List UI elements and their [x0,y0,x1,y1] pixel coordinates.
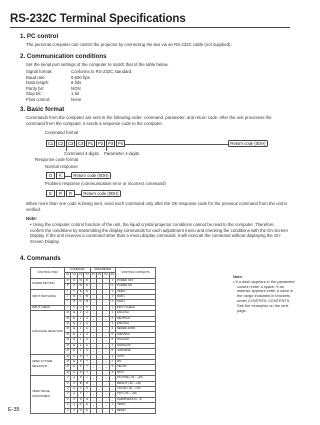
code-cell: A [84,316,90,321]
code-cell: _ [97,376,103,381]
code-cell: _ [97,300,103,305]
code-cell: _ [90,327,96,332]
code-cell: L [77,316,83,321]
ok-cell: O [46,172,55,179]
code-cell: R [71,295,77,300]
contents-cell: COLOR (-30 – +30) [115,386,155,391]
code-cell: _ [103,316,109,321]
command-digits-label: Command 4-digits [64,151,99,156]
ok-cell: K [56,172,65,179]
code-cell: B [84,300,90,305]
code-cell: S [77,397,83,402]
setting-row: Stop bit: 1 bit [26,91,80,96]
code-cell: V [65,381,71,386]
code-cell: _ [97,386,103,391]
code-cell: E [71,349,77,354]
code-cell: 6 [109,338,115,343]
bullet-icon: • [30,222,33,227]
code-cell: 8 [109,349,115,354]
code-cell: _ [97,359,103,364]
code-cell: E [71,359,77,364]
code-cell: 3 [109,322,115,327]
code-cell: E [77,289,83,294]
cmd-cell: C4 [77,141,84,146]
code-cell: I [65,300,71,305]
parameter-note [233,275,295,313]
code-cell: _ [90,311,96,316]
code-cell: E [71,311,77,316]
code-cell: D [84,289,90,294]
code-cell: E [71,338,77,343]
code-cell: P [65,284,71,289]
code-cell: M [65,349,71,354]
column-subheader: P4 [110,273,114,277]
code-cell: K [84,305,90,310]
code-cell: 1 [109,354,115,359]
table-row [31,376,156,381]
code-cell: 0 [109,284,115,289]
code-cell: L [77,349,83,354]
return-code-box: Return code (0DH) [81,190,121,197]
contents-cell: RGB 1 [115,295,155,300]
code-cell: A [84,332,90,337]
contents-cell: FRANÇAIS [115,343,155,348]
code-cell: 2 [109,359,115,364]
code-cell: _ [97,403,103,408]
code-cell: A [71,397,77,402]
contents-cell: DEUTSCH [115,316,155,321]
code-cell: A [71,376,77,381]
code-cell: M [65,359,71,364]
code-cell: 1 [109,278,115,283]
note-label: Note: [26,216,37,221]
code-cell: _ [90,376,96,381]
code-cell: _ [97,397,103,402]
code-cell: M [65,327,71,332]
code-cell: Y [84,370,90,375]
code-cell: L [77,322,83,327]
code-cell: R [77,403,83,408]
code-cell: _ [90,359,96,364]
code-cell: E [71,370,77,375]
code-cell: M [65,354,71,359]
contents-cell: POWER OFF [115,278,155,283]
code-cell: _ [97,316,103,321]
code-cell: W [79,278,82,282]
code-cell: _ [103,322,109,327]
contents-cell: RESET [115,408,155,413]
code-cell: _ [90,386,96,391]
code-cell: Y [84,359,90,364]
code-cell: V [65,408,71,413]
code-cell: M [65,322,71,327]
code-cell: R [77,408,83,413]
code-cell: Y [84,354,90,359]
code-cell: A [71,381,77,386]
code-cell: _ [103,392,109,397]
code-cell: V [65,397,71,402]
code-cell: A [84,343,90,348]
section-heading-commands: 4. Commands [20,255,61,262]
param-cell: P4 [117,141,124,146]
code-cell: A [71,403,77,408]
code-cell: E [71,322,77,327]
code-cell: E [84,403,90,408]
code-cell: _ [97,392,103,397]
code-cell: A [84,311,90,316]
column-subheader: P1 [91,273,96,277]
code-cell: 1 [109,289,115,294]
code-cell: H [77,305,83,310]
code-cell: _ [109,386,115,391]
code-cell: E [71,332,77,337]
code-cell: C [71,305,77,310]
code-cell: A [84,322,90,327]
err-cell: R [56,190,65,197]
code-cell: E [84,408,90,413]
note-label: Note: [233,274,243,279]
communication-settings-list [26,69,132,102]
section-heading-communication: 2. Communication conditions [20,53,107,60]
code-cell: _ [103,397,109,402]
code-cell: _ [90,397,96,402]
contents-cell: ITALIANO [115,338,155,343]
code-cell: _ [109,397,115,402]
code-cell: C [77,386,83,391]
note-text: • Using the computer control function of the unit, the liquid crystal projector conditions cannot be read to the computer. Therefore, confirm the conditions by transmitting the display commands for each adjustment menu and checking the conditions with the On-Screen Display. If the unit receives a command other than a menu display command, it will execute the command without displaying the On-Screen Display. [30,222,288,244]
code-cell: _ [97,354,103,359]
code-cell: _ [103,343,109,348]
code-cell: 1 [109,408,115,413]
code-cell: L [77,327,83,332]
column-subheader: C2 [72,273,76,277]
code-cell: _ [90,284,96,289]
code-cell: _ [103,300,109,305]
code-cell: _ [103,278,109,283]
code-cell: I [65,289,71,294]
code-cell: I [65,295,71,300]
code-cell: E [71,327,77,332]
code-cell: M [65,338,71,343]
cmd-cell: C3 [67,141,74,146]
code-cell: _ [97,284,103,289]
code-cell: _ [97,305,103,310]
code-cell: _ [103,295,109,300]
code-cell: Y [84,365,90,370]
code-cell: 2 [109,316,115,321]
code-cell: _ [90,300,96,305]
code-cell: S [77,354,83,359]
code-cell: M [65,343,71,348]
control-item-cell: POWER SETTING [31,278,65,289]
control-item-cell: INPUT SWITCHING [31,289,65,305]
code-cell: _ [103,359,109,364]
contents-cell: SHARPNESS (0 – 5) [115,397,155,402]
code-cell: 7 [109,343,115,348]
code-cell: V [71,289,77,294]
code-cell: _ [90,343,96,348]
page-title: RS-232C Terminal Specifications [10,13,186,25]
code-cell: A [84,338,90,343]
problem-response-label: Problem response (communication error or incorrect command) [45,181,166,186]
code-cell: B [77,381,83,386]
code-cell: _ [90,381,96,386]
code-cell: I [84,392,90,397]
control-item-cell: LANGUAGE SELECTION [31,311,65,354]
code-cell: _ [109,392,115,397]
code-cell: _ [103,289,109,294]
code-cell: L [77,343,83,348]
code-cell: _ [97,332,103,337]
column-subheader: P3 [104,273,108,277]
code-cell: R [84,284,90,289]
code-cell: L [77,338,83,343]
code-cell: _ [97,322,103,327]
code-cell: T [77,392,83,397]
code-cell: _ [103,386,109,391]
column-header: COMMAND [65,268,91,273]
normal-response-label: Normal response [45,164,78,169]
code-cell: M [65,365,71,370]
code-cell: M [65,311,71,316]
code-cell: A [84,327,90,332]
column-header: PARAMETER [90,268,115,273]
code-cell: O [84,386,90,391]
code-cell: _ [103,365,109,370]
code-cell: M [65,316,71,321]
param-cell: P1 [87,141,94,146]
code-cell: R [84,278,90,283]
code-cell: E [71,343,77,348]
code-cell: _ [103,370,109,375]
code-cell: _ [103,403,109,408]
bullet-icon: • [233,278,236,284]
code-cell: _ [97,338,103,343]
code-cell: M [65,332,71,337]
code-cell: A [71,392,77,397]
code-cell: E [71,365,77,370]
code-cell: L [77,311,83,316]
column-subheader: P2 [98,273,102,277]
code-cell: G [77,295,83,300]
code-cell: S [77,370,83,375]
contents-cell: JAPANESE [115,349,155,354]
code-cell: E [71,354,77,359]
contents-cell: INPUT CHECK [115,305,155,310]
note-text: • If a dash appears in the parameter column enter a space. If an asterisk appears enter a value in the range indicated in brackets under CONTROL CONTENTS. See the examples on the next page. [233,278,295,313]
code-cell: _ [97,278,103,283]
code-cell: V [65,392,71,397]
code-cell: _ [90,278,96,283]
contents-cell: NEDERLANDS [115,327,155,332]
setting-row: Signal format: Conforms to RS-232C standard. [26,69,133,74]
code-cell: _ [90,370,96,375]
contents-cell: VIDEO [115,289,155,294]
code-cell: _ [103,376,109,381]
code-cell: _ [97,365,103,370]
code-cell: S [77,359,83,364]
code-cell: _ [103,338,109,343]
code-cell: O [71,284,77,289]
code-cell: _ [103,327,109,332]
code-cell: A [84,349,90,354]
code-cell: A [71,386,77,391]
code-cell: _ [97,289,103,294]
code-cell: 1 [109,311,115,316]
code-cell: _ [90,332,96,337]
code-cell: L [77,332,83,337]
section-text-pc-control: The personal computer can control the projector by connecting the two via an RS-232C cable (not supplied). [26,42,232,47]
code-cell: _ [103,381,109,386]
code-cell: 4 [109,370,115,375]
contents-cell: ESPAÑOL [115,322,155,327]
code-cell: 2 [109,300,115,305]
code-cell: B [84,295,90,300]
code-cell: V [65,403,71,408]
setting-row: Data length: 8 bits [26,80,82,85]
code-cell: 5 [109,332,115,337]
column-subheader: C4 [85,273,89,277]
contents-cell: BRIGHT (-30 – +30) [115,381,155,386]
param-cell: P3 [107,141,114,146]
code-cell: _ [90,316,96,321]
code-cell: _ [97,408,103,413]
contents-cell: TINT (-30 – +30) [115,392,155,397]
code-cell: _ [90,322,96,327]
contents-cell: PAL [115,359,155,364]
code-cell: _ [103,408,109,413]
code-cell: 1 [109,403,115,408]
code-cell: I [84,376,90,381]
contents-cell: NTSC [115,370,155,375]
code-cell: S [77,365,83,370]
command-format-label: Command format [45,130,79,135]
contents-cell: AUTO [115,354,155,359]
code-cell: _ [90,349,96,354]
setting-row: Parity bit: NON [26,85,81,91]
code-cell: I [65,305,71,310]
page-number: E-35 [8,407,20,413]
return-code-box: Return code (0DH) [71,172,111,179]
code-cell: _ [97,381,103,386]
connector-line [125,144,228,145]
param-cell: P2 [97,141,104,146]
control-item-cell: VIDEO IMAGE ADJUSTMENT [31,376,65,414]
code-cell: V [65,386,71,391]
setting-row: Baud rate: 9,600 bps [26,74,90,80]
code-cell: O [71,278,77,283]
code-cell: R [84,381,90,386]
contents-cell: POWER ON [115,284,155,289]
setting-row: Flow control: None [26,96,82,102]
code-cell: _ [103,332,109,337]
cmd-cell: C1 [47,141,54,146]
code-cell: A [71,408,77,413]
column-header: CONTROL CONTENTS [115,268,155,279]
code-cell: E [71,316,77,321]
code-cell: _ [90,289,96,294]
code-cell: _ [90,305,96,310]
code-cell: P [65,278,71,283]
code-cell: _ [90,295,96,300]
code-cell: _ [97,311,103,316]
commands-table [30,267,156,414]
code-cell: _ [97,370,103,375]
contents-cell: SECAM [115,365,155,370]
column-subheader: C1 [66,273,70,277]
code-cell: _ [90,338,96,343]
err-cell: E [46,190,55,197]
control-item-cell: INPUT CHECK [31,305,65,310]
code-cell: 1 [109,305,115,310]
response-format-label: Response code format [35,157,79,162]
code-cell: M [65,370,71,375]
parameter-digits-label: Parameter 4-digits [104,151,140,156]
code-cell: P [77,376,83,381]
section-heading-basic-format: 3. Basic format [20,106,65,113]
code-cell: _ [97,349,103,354]
code-cell: W [79,284,82,288]
section-heading-pc-control: 1. PC control [20,33,59,40]
code-cell: _ [109,376,115,381]
title-rule [10,27,290,28]
code-cell: _ [109,381,115,386]
code-cell: V [65,376,71,381]
code-cell: _ [90,408,96,413]
code-cell: _ [103,284,109,289]
code-cell: _ [90,403,96,408]
code-cell: 1 [109,295,115,300]
column-subheader: C3 [78,273,83,277]
cmd-cell: C2 [57,141,64,146]
multi-command-text: When more than one code is being sent, send each command only after the OK response code for the previous command from the unit is verified. [26,201,288,212]
code-cell: _ [90,392,96,397]
code-cell: _ [103,354,109,359]
code-cell: _ [90,365,96,370]
code-cell: _ [97,343,103,348]
err-cell: R [66,190,75,197]
code-cell: _ [90,354,96,359]
control-item-cell: VIDEO SYSTEM SELECTION [31,354,65,376]
code-cell: _ [103,349,109,354]
contents-cell: SVENSKA [115,332,155,337]
contents-cell: RGB 2 [115,300,155,305]
code-cell: 4 [109,327,115,332]
code-cell: _ [97,295,103,300]
code-cell: 3 [109,365,115,370]
code-cell: _ [103,311,109,316]
section-text-basic-format: Commands from the computer are sent in the following order: command, parameter, and return code. After the unit processes the command from the computer, it sends a response code to the computer. [26,115,272,126]
contents-cell: VIDEO [115,403,155,408]
return-code-box: Return code (0DH) [228,140,268,147]
code-cell: G [77,300,83,305]
code-cell: H [84,397,90,402]
code-cell: R [71,300,77,305]
section-text-communication: Set the serial port settings of the computer to match that of the table below. [26,62,169,67]
contents-cell: PICTURE (-30 – +30) [115,376,155,381]
column-header: CONTROL ITEM [31,268,65,279]
contents-cell: ENGLISH [115,311,155,316]
code-cell: _ [103,305,109,310]
code-cell: _ [97,327,103,332]
